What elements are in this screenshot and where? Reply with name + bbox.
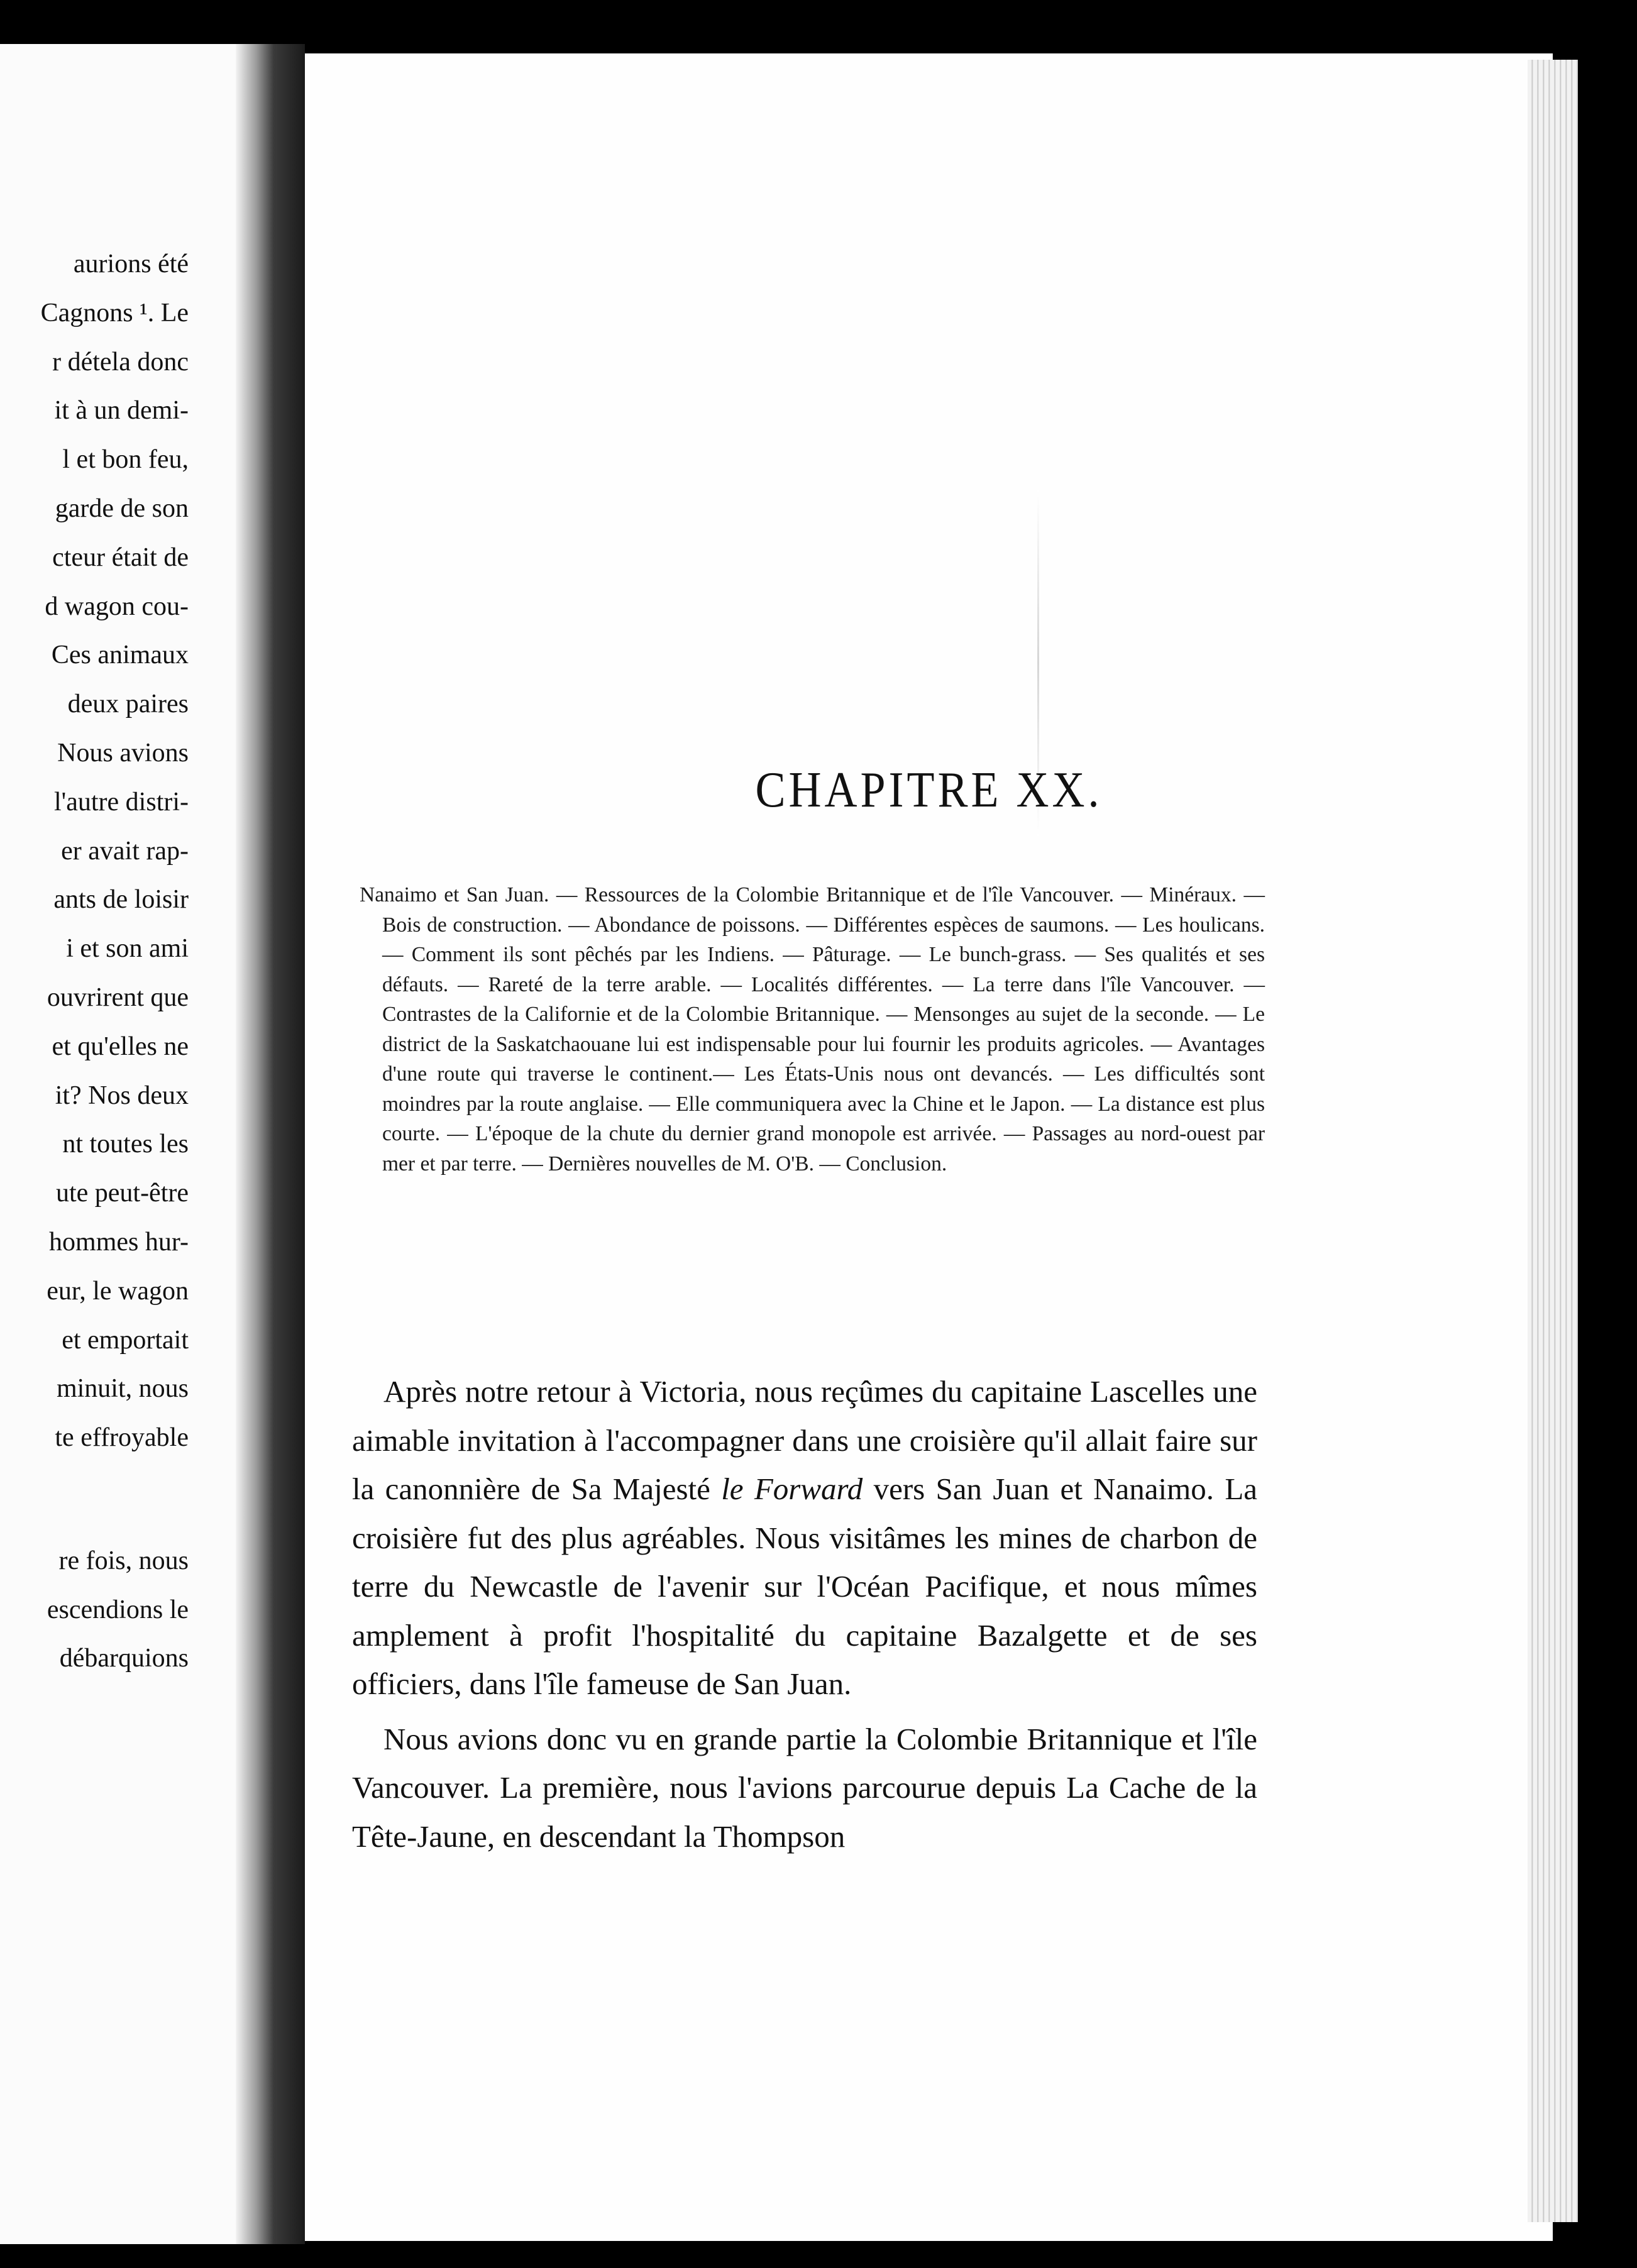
previous-page-line: hommes hur- <box>49 1228 189 1257</box>
previous-page-line: er avait rap- <box>61 836 189 866</box>
previous-page-line: escendions le <box>47 1595 189 1624</box>
previous-page-line: minuit, nous <box>56 1374 189 1404</box>
previous-page-line: débarquions <box>59 1644 189 1673</box>
previous-page-line: Ces animaux <box>51 641 189 670</box>
previous-page-line: ute peut-être <box>55 1179 189 1208</box>
previous-page-line: it? Nos deux <box>55 1081 189 1110</box>
previous-page-line: re fois, nous <box>58 1546 189 1575</box>
previous-page-line: garde de son <box>55 494 189 523</box>
chapter-summary-text: Nanaimo et San Juan. — Ressources de la Colombie Britannique et de l'île Vancouver. — Minéraux. — Bois de construction. — Abondance de poissons. — Différentes espèces de saumons. — Les houlicans. — Comment ils sont pêchés par les Indiens. — Pâturage. — Le bunch-grass. — Ses qualités et ses défauts. — Rareté de la terre arable. — Localités différentes. — La terre dans l'île Vancouver. — Contrastes de la Californie et de la Colombie Britannique. — Mensonges au sujet de la seconde. — Le district de la Saskatchaouane lui est indispensable pour lui fournir les produits agricoles. — Avantages d'une route qui traverse le continent.— Les États-Unis nous ont devancés. — Les difficultés sont moindres par la route anglaise. — Elle communiquera avec la Chine et le Japon. — La distance est plus courte. — L'époque de la chute du dernier grand monopole est arrivée. — Passages au nord-ouest par mer et par terre. — Dernières nouvelles de M. O'B. — Conclusion. <box>360 883 1265 1175</box>
previous-page <box>0 44 236 2244</box>
previous-page-line: et qu'elles ne <box>52 1032 189 1061</box>
book-gutter <box>236 44 305 2244</box>
previous-page-line: r détela donc <box>52 347 189 377</box>
previous-page-line: deux paires <box>67 690 189 719</box>
previous-page-line: Nous avions <box>57 739 189 768</box>
paragraph-text: Après notre retour à Victoria, nous reçûmes du capitaine Lascelles une aimable invitation à l'accompagner dans une croisière qu'il allait faire sur la canonnière de Sa Majesté <box>352 1374 1257 1506</box>
previous-page-line: it à un demi- <box>54 396 189 426</box>
chapter-summary <box>360 880 1265 1179</box>
page-edges <box>1528 60 1578 2222</box>
previous-page-line: et emportait <box>62 1325 189 1355</box>
previous-page-line: d wagon cou- <box>45 592 189 621</box>
previous-page-line: l et bon feu, <box>62 445 189 475</box>
previous-page-line: te effroyable <box>55 1423 189 1453</box>
previous-page-line: Cagnons ¹. Le <box>40 298 189 328</box>
paragraph <box>352 1367 1257 1709</box>
previous-page-line: aurions été <box>73 250 189 278</box>
paragraph-text: vers San Juan et Nanaimo. La croisière fut des plus agréables. Nous visitâmes les mines de charbon de terre du Newcastle de l'avenir sur l'Océan Pacifique, et nous mîmes amplement à profit l'hospitalité du capitaine Bazalgette et de ses officiers, dans l'île fameuse de San Juan. <box>352 1472 1257 1701</box>
previous-page-line: ants de loisir <box>53 885 189 915</box>
previous-page-line: i et son ami <box>66 934 189 964</box>
paragraph: Nous avions donc vu en grande partie la Colombie Britannique et l'île Vancouver. La première, nous l'avions parcourue depuis La Cache de la Tête-Jaune, en descendant la Thompson <box>352 1721 1257 1854</box>
ship-name: le Forward <box>721 1472 863 1506</box>
chapter-title: CHAPITRE XX. <box>755 761 1103 818</box>
body-text <box>352 1367 1257 1861</box>
previous-page-line: cteur était de <box>52 542 189 572</box>
previous-page-line: eur, le wagon <box>47 1276 189 1306</box>
previous-page-line: l'autre distri- <box>54 787 189 817</box>
previous-page-line: nt toutes les <box>62 1130 189 1159</box>
previous-page-line: ouvrirent que <box>47 983 189 1012</box>
